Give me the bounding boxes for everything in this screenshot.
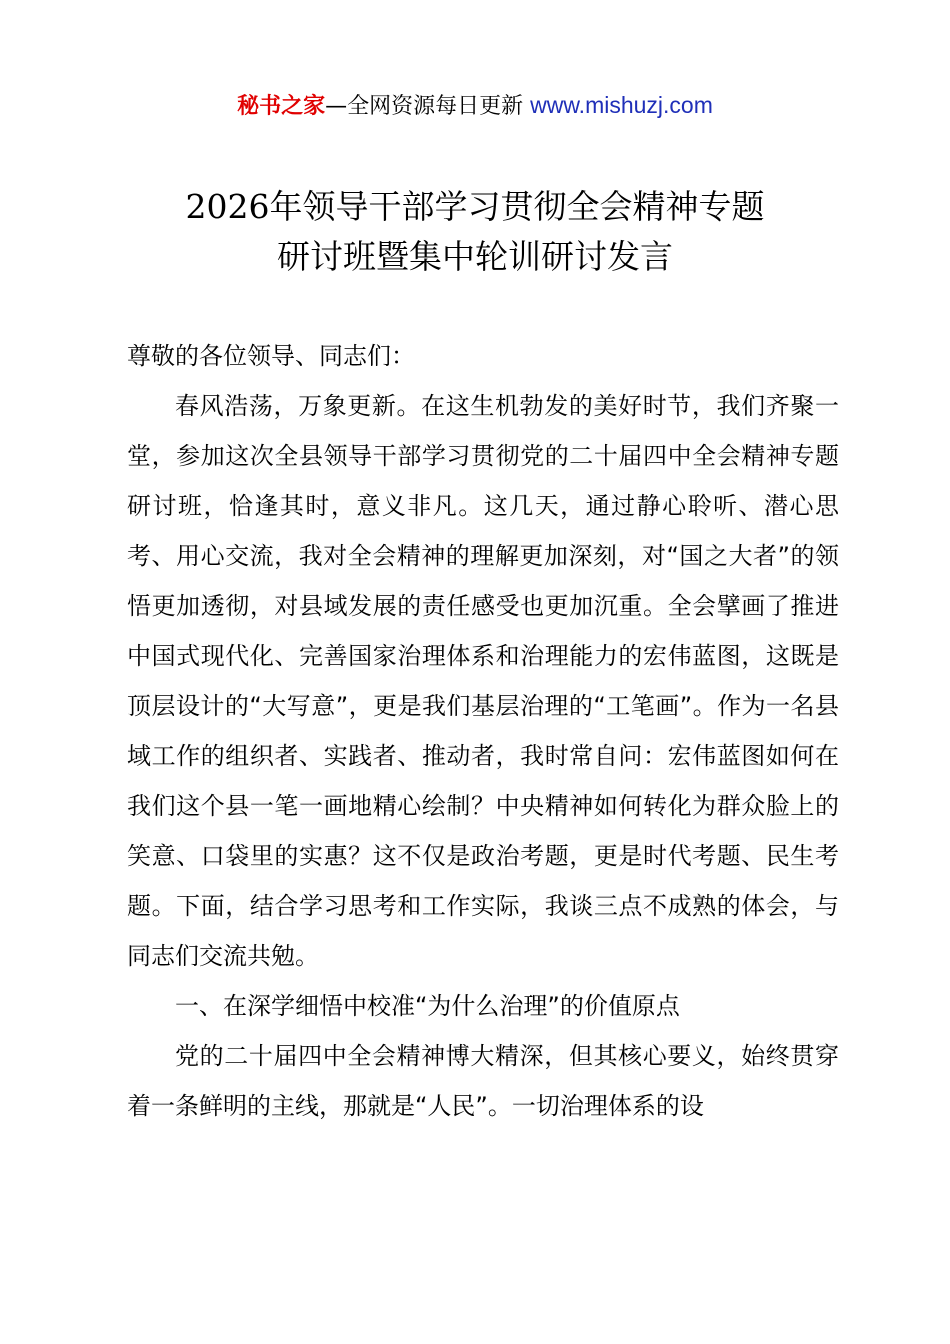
document-body <box>127 331 839 1131</box>
salutation: 尊敬的各位领导、同志们： <box>127 342 415 370</box>
title-line-2: 研讨班暨集中轮训研讨发言 <box>277 237 673 276</box>
document-title <box>0 182 950 282</box>
site-tagline: —全网资源每日更新 <box>325 94 531 119</box>
title-line-1: 2026年领导干部学习贯彻全会精神专题 <box>185 187 765 226</box>
site-brand: 秘书之家 <box>237 94 326 119</box>
paragraph-intro: 春风浩荡，万象更新。在这生机勃发的美好时节，我们齐聚一堂，参加这次全县领导干部学习贯彻党的二十届四中全会精神专题研讨班，恰逢其时，意义非凡。这几天，通过静心聆听、潜心思考、用心交流，我对全会精神的理解更加深刻，对“国之大者”的领悟更加透彻，对县域发展的责任感受也更加沉重。全会擘画了推进中国式现代化、完善国家治理体系和治理能力的宏伟蓝图，这既是顶层设计的“大写意”，更是我们基层治理的“工笔画”。作为一名县域工作的组织者、实践者、推动者，我时常自问：宏伟蓝图如何在我们这个县一笔一画地精心绘制？中央精神如何转化为群众脸上的笑意、口袋里的实惠？这不仅是政治考题，更是时代考题、民生考题。下面，结合学习思考和工作实际，我谈三点不成熟的体会，与同志们交流共勉。 <box>127 392 839 970</box>
section-heading-1: 一、在深学细悟中校准“为什么治理”的价值原点 <box>175 992 680 1020</box>
site-header <box>0 88 950 124</box>
site-url-link[interactable]: www.mishuzj.com <box>530 92 713 118</box>
paragraph-section-1: 党的二十届四中全会精神博大精深，但其核心要义，始终贯穿着一条鲜明的主线，那就是“人民”。一切治理体系的设 <box>127 1042 839 1120</box>
